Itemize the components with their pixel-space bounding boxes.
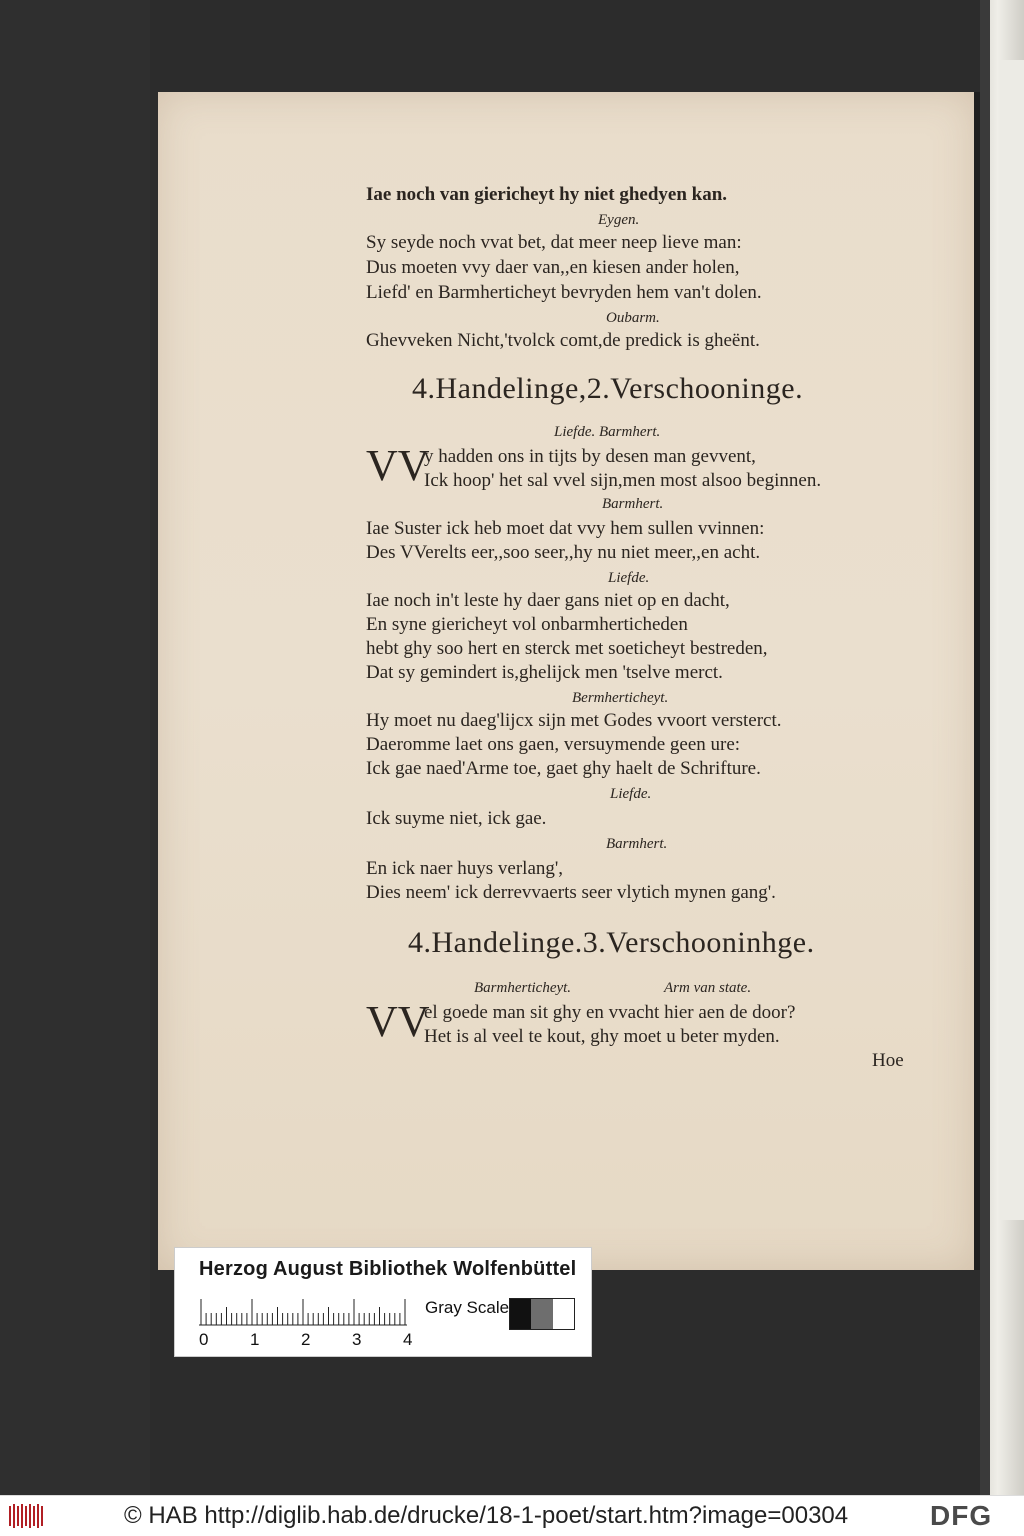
gray-scale-swatch — [509, 1298, 575, 1330]
text-line: En syne giericheyt vol onbarmherticheden — [366, 614, 688, 635]
text-line: Iae Suster ick heb moet dat vvy hem sullen vvinnen: — [366, 518, 765, 539]
book-page — [158, 92, 974, 1270]
speaker-label: Barmhert. — [606, 836, 668, 852]
speaker-label: Barmhert. — [602, 496, 664, 512]
text-line: y hadden ons in tijts by desen man gevvent, — [424, 446, 756, 467]
text-line: Liefd' en Barmherticheyt bevryden hem van't dolen. — [366, 282, 762, 303]
ruler-number: 1 — [250, 1330, 260, 1349]
drop-initial: VV — [366, 441, 430, 490]
speaker-label: Barmherticheyt. — [474, 980, 572, 996]
text-line: Dus moeten vvy daer van,,en kiesen ander holen, — [366, 257, 740, 278]
swatch-black — [510, 1299, 531, 1329]
hab-logo-icon — [8, 1503, 48, 1529]
text-line: En ick naer huys verlang', — [366, 858, 564, 879]
text-line: hebt ghy soo hert en sterck met soeticheyt bestreden, — [366, 638, 768, 659]
text-line: Dat sy gemindert is,ghelijck men 'tselve merct. — [366, 662, 723, 683]
speaker-label: Bermherticheyt. — [572, 690, 669, 706]
text-line: Iae noch in't leste hy daer gans niet op en dacht, — [366, 590, 730, 611]
gray-scale-label: Gray Scale — [425, 1298, 510, 1317]
catchword: Hoe — [872, 1050, 904, 1071]
speaker-label: Liefde. Barmhert. — [554, 424, 661, 440]
text-line: Hy moet nu daeg'lijcx sijn met Godes vvoort versterct. — [366, 710, 782, 731]
swatch-gray — [531, 1299, 552, 1329]
left-board — [0, 0, 150, 1495]
text-line: Ick suyme niet, ick gae. — [366, 808, 547, 829]
drop-initial: VV — [366, 997, 430, 1046]
speaker-label: Liefde. — [608, 570, 650, 586]
act-heading: 4.Handelinge,2.Verschooninge. — [412, 372, 804, 405]
speaker-label: Liefde. — [610, 786, 652, 802]
dfg-logo: DFG — [930, 1500, 993, 1531]
speaker-label: Oubarm. — [606, 310, 660, 326]
text-line: Daeromme laet ons gaen, versuymende geen ure: — [366, 734, 741, 755]
text-line: Het is al veel te kout, ghy moet u beter myden. — [424, 1026, 780, 1047]
ruler-number: 4 — [403, 1330, 413, 1349]
text-line: el goede man sit ghy en vvacht hier aen de door? — [424, 1002, 796, 1023]
ruler-number: 0 — [199, 1330, 209, 1349]
act-heading: 4.Handelinge.3.Verschooninhge. — [408, 926, 815, 959]
speaker-label: Eygen. — [598, 212, 640, 228]
card-title: Herzog August Bibliothek Wolfenbüttel — [199, 1258, 577, 1280]
text-line: Ick hoop' het sal vvel sijn,men most alsoo beginnen. — [424, 470, 822, 491]
footer-bar — [0, 1495, 1024, 1536]
ruler-number: 2 — [301, 1330, 311, 1349]
text-line: Dies neem' ick derrevvaerts seer vlytich mynen gang'. — [366, 882, 776, 903]
ruler-scale — [199, 1298, 409, 1326]
color-reference-card — [174, 1247, 592, 1357]
text-line: Sy seyde noch vvat bet, dat meer neep lieve man: — [366, 232, 742, 253]
swatch-white — [553, 1299, 574, 1329]
text-line: Des VVerelts eer,,soo seer,,hy nu niet meer,,en acht. — [366, 542, 761, 563]
copyright-link[interactable]: © HAB http://diglib.hab.de/drucke/18-1-poet/start.htm?image=00304 — [124, 1502, 849, 1529]
speaker-label: Arm van state. — [664, 980, 752, 996]
text-line: Ghevveken Nicht,'tvolck comt,de predick is gheënt. — [366, 330, 760, 351]
text-line: Iae noch van giericheyt hy niet ghedyen kan. — [366, 184, 728, 205]
ruler-number: 3 — [352, 1330, 362, 1349]
text-line: Ick gae naed'Arme toe, gaet ghy haelt de Schrifture. — [366, 758, 761, 779]
facing-page-edge — [980, 0, 1024, 1495]
